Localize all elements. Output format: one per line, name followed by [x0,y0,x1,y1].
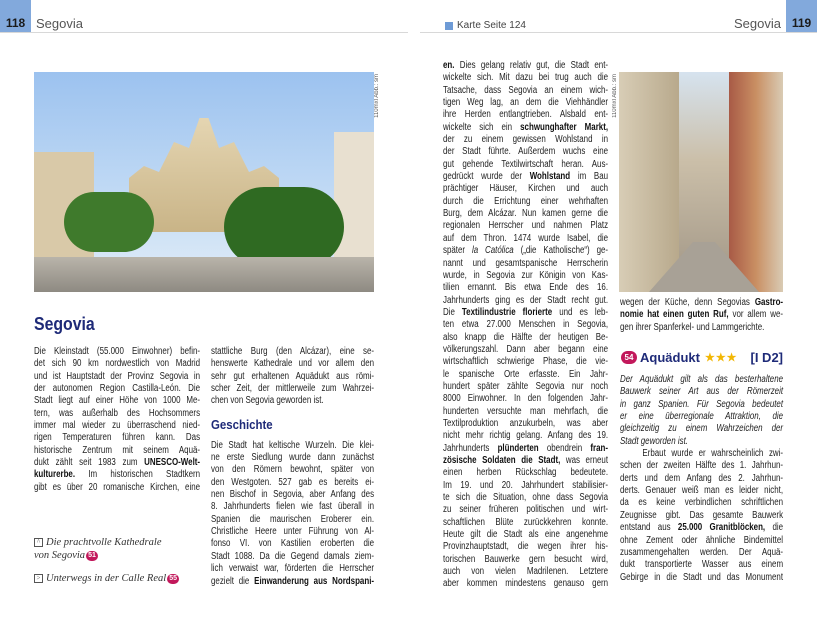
text-line [443,455,608,467]
text-line [620,510,783,522]
text-line [443,418,608,430]
text-segment: torischen Bauwerke gern besucht wird, [443,553,609,565]
text-line [443,492,608,504]
page-number-right: 119 [786,0,817,32]
text-segment: was erneut [560,455,609,466]
text-segment: tigen Weg lag, an dem die Viehhändler [443,97,609,109]
text-segment: ohne Zement oder ähnliche Bindemittel [620,534,784,546]
text-line [443,134,608,146]
text-line [211,346,374,358]
text-segment: ihre Herden entlangtrieben. Alsbald ent- [443,109,609,121]
text-segment: entstand aus [620,522,678,534]
text-line [443,566,608,578]
text-line [443,504,608,516]
text-segment: schen der zweiten Hälfte des 1. Jahrhun- [620,460,784,472]
text-line [443,529,608,541]
text-line [443,282,608,294]
text-line [211,551,374,563]
text-line [211,501,374,513]
text-line [620,309,783,321]
text-segment: obendrein [538,442,591,454]
poi-intro [620,374,783,448]
text-segment: Jahrhunderts [443,442,498,454]
photo-credit: 110mxl Abb.: sm [374,74,380,118]
caption-text: von Segovia [34,550,86,561]
text-segment: ten etwa 27.000 Menschen in Segovia, [443,319,609,331]
cathedral-photo [34,72,374,292]
text-segment: zusammengehalten werden. Der Aquä- [620,546,784,558]
text-line [211,514,374,526]
paragraph [211,440,374,588]
text-line [443,430,608,442]
text-segment: auf dem Thron. 1474 wurde Isabel, die [443,232,609,244]
text-line [211,563,374,575]
text-segment: zu seiner früheren politischen und wirt- [443,504,609,516]
text-segment: gezielt die [211,575,255,587]
italic-text: la Católica [471,245,514,257]
text-line [620,374,783,386]
text-segment: tern, was außerhalb des Hochsommers [34,407,201,419]
text-segment: und ist Hauptstadt der Provinz Segovia in [34,370,201,382]
text-line [620,322,783,334]
text-segment: durch die Errichtung einer wehrhaften [443,195,609,207]
text-line [211,440,374,452]
bold-text: schwunghafter Markt, [520,121,609,133]
text-segment: Zeugnisse gibt. Das gesamte Bauwerk [620,509,784,521]
text-line [443,146,608,158]
text-segment: hundert später zählte Segovia nur noch [443,380,609,392]
text-line [34,469,200,481]
bold-text: Textilindustrie florierte [461,306,553,318]
bold-text: UNESCO-Welt- [144,457,201,469]
text-line [620,473,783,485]
running-title-right: Segovia [734,16,781,31]
text-segment: lich verwaist war, förderten die Herrscher [211,563,375,575]
text-segment: Im 19. und 20. Jahrhundert stabilisier- [443,479,609,491]
paragraph [34,346,200,494]
poi-badge[interactable]: 51 [86,551,98,561]
text-line [620,436,783,448]
paragraph [211,346,374,408]
text-segment: der autonomen Region Castilla-León. Die [34,383,201,395]
text-segment: Stadt 1088. Da die Gegend damals ziem- [211,550,375,562]
text-line [443,171,608,183]
paragraph [620,448,783,584]
text-line [443,319,608,331]
text-line [443,196,608,208]
text-line [211,489,374,501]
text-segment: im Bau [570,171,609,183]
text-segment: nannt und gesamtspanische Herrscherin [443,257,609,269]
text-segment: nen Bischof in Segovia, aber Anfang des [211,489,375,501]
text-line [443,109,608,121]
poi-badge[interactable]: 55 [167,574,179,584]
text-line [443,369,608,381]
text-segment: Stadt liegt auf einer Höhe von 1000 Me- [34,395,201,407]
text-segment: gibt es über 20 romanische Kirchen, eine [34,481,201,493]
text-segment: fonso VI. von Kastilien eroberten die [211,538,375,550]
text-line [620,399,783,411]
text-segment: regionalen Herrscher und nahmen Platz [443,220,609,232]
text-line [620,535,783,547]
text-line [620,497,783,509]
text-line [34,358,200,370]
text-line [211,538,374,550]
bold-text: Gastro- [754,297,784,308]
bold-text: kulturerbe. [34,469,76,481]
map-reference[interactable] [445,20,526,31]
text-segment: auch von vielen Madrilenen. Letztere [443,566,609,578]
text-line [620,423,783,435]
text-segment: le spanische Orte erfasste. Ein Jahr- [443,368,609,380]
text-segment: henswerte Kathedrale und vor allem den [211,358,375,370]
text-line [443,72,608,84]
text-line [443,85,608,97]
text-segment: Erbaut wurde er wahrscheinlich zwi- [620,448,784,460]
text-line [443,208,608,220]
header-divider [420,32,817,33]
map-grid-reference[interactable]: [I D2] [750,349,783,365]
text-line [443,122,608,134]
text-segment: schaftlichen Blüte zurückkehren konnte. [443,516,609,528]
text-line [620,522,783,534]
text-segment: te sich die Situation, ohne dass Segovia [443,492,609,504]
text-segment: einen herben Rückschlag bedeutete. [443,467,609,479]
text-segment: also knapp die Hälfte der heutigen Be- [443,331,609,343]
text-segment: Provinzhauptstadt, die wegen ihrer his- [443,541,609,553]
text-segment: und es leb- [552,306,609,318]
text-segment: von den Römern bewohnt, später von [211,464,375,476]
bold-text: fran- [590,442,609,454]
text-segment: det sich 90 km nordwestlich von Madrid [34,358,201,370]
text-line [34,432,200,444]
text-line [443,159,608,171]
text-line [443,220,608,232]
text-segment: stattliche Burg (den Alcázar), eine se- [211,346,375,357]
text-line [620,386,783,398]
text-line [443,443,608,455]
text-line [443,480,608,492]
text-line [443,332,608,344]
text-line [34,457,200,469]
text-line [620,572,783,584]
text-segment: Im historischen Stadtkern [75,469,201,481]
left-column-1 [34,346,200,494]
bold-text: Wohlstand [529,171,571,183]
photo-credit: 110mxl Abb.: sm [612,74,618,118]
text-segment: Gebirge in die Stadt und das Monument [620,571,784,583]
header-divider [0,32,408,33]
text-segment: später [443,245,472,257]
text-segment: wirtschaftlich schwierige Phase, die vie- [443,356,609,368]
text-line [211,576,374,588]
text-line [443,381,608,393]
text-segment: vor allem we- [728,309,784,321]
text-line [34,445,200,457]
text-segment: ne erste Siedlung wurde dann zunächst [211,452,375,464]
photo-caption-cathedral [34,536,161,562]
text-segment: der zu einem gewissen Wohlstand in [443,134,609,146]
text-line [443,60,608,72]
section-heading-geschichte: Geschichte [211,416,273,432]
text-segment: chen von Segovia geworden ist. [211,395,324,407]
text-line [34,371,200,383]
text-segment: wegen der Küche, denn Segovias [620,297,755,308]
text-segment: Bauwerk seiner Art aus der Römerzeit [620,386,784,398]
text-line [443,393,608,405]
text-segment: immer mal wieder zu überraschend nied- [34,420,201,432]
bold-text: nomie hat einen guten Ruf, [620,309,729,321]
text-segment: die [765,522,784,534]
text-segment: den Westgoten. 527 gab es bereits ei- [211,476,375,488]
text-line [34,395,200,407]
text-line [620,559,783,571]
text-segment: dukt zählt seit 1983 zum [34,457,145,469]
text-line [34,383,200,395]
text-line [620,297,783,309]
map-reference-label: Karte Seite 124 [457,20,526,31]
text-line [211,395,374,407]
text-segment: prächtiger Häuser, Kirchen und auch [443,183,609,195]
text-line [620,411,783,423]
page-number-left: 118 [0,0,31,32]
text-segment: der Stadt führte. Außerdem wuchs eine [443,146,609,158]
text-segment: aber kommen mindestens genauso gern [443,578,609,590]
paragraph [620,297,783,334]
bold-text: en. [443,60,455,71]
text-line [443,578,608,590]
text-segment: Der Aquädukt gilt als das besterhaltene [620,374,784,386]
text-line [34,420,200,432]
text-line [34,346,200,358]
caption-text: Unterwegs in der Calle Real [46,573,167,584]
arrow-up-box-icon: ^ [34,538,43,547]
text-segment: 8000 Einwohner. In den folgenden Jahr- [443,393,609,405]
right-column-1 [443,60,608,591]
text-line [443,517,608,529]
text-line [443,541,608,553]
text-line [443,554,608,566]
running-title-left: Segovia [36,16,83,31]
text-segment: Jahrhunderts ging es der Stadt recht gut. [443,294,609,306]
bold-text: Einwanderung aus Nordspani- [254,575,375,587]
text-segment: scher Zeit, der mittlerweile zum Wahrzei- [211,383,375,395]
text-line [211,371,374,383]
text-segment: derts und dem Anfang des 2. Jahrhun- [620,472,784,484]
text-segment: 8. Jahrhunderts fielen wie fast überall in [211,501,375,513]
text-segment: sehr gut erhaltenen Aquädukt aus römi- [211,370,375,382]
text-line [620,460,783,472]
text-segment: wurde, in Segovia zur Königin von Kas- [443,269,609,281]
text-segment: nicht mehr richtig gelang. Anfang des 19. [443,430,609,442]
paragraph [443,60,608,591]
text-segment: hunderten versuchte man mehrfach, die [443,405,609,417]
text-line [443,406,608,418]
text-line [443,295,608,307]
text-segment: derts. Genauer weiß man es leider nicht, [620,485,784,497]
text-line [34,482,200,494]
bold-text: 25.000 Granitblöcken, [677,522,766,534]
text-segment: rigen Temperaturen führen kann. Das [34,432,201,444]
text-segment: wickelte sich ein [443,121,521,133]
bold-text: zösische Soldaten die Stadt, [443,455,561,466]
text-segment: Christliche Heere unter Führung von Al- [211,526,375,538]
poi-name: Aquädukt [640,349,700,365]
star-rating-icon: ★★★ [704,351,738,364]
text-segment: Stadt geworden ist. [620,435,689,447]
text-line [620,547,783,559]
text-line [211,464,374,476]
text-segment: völkerungszahl. Dann aber begann eine [443,343,609,355]
text-line [443,467,608,479]
text-line [443,356,608,368]
text-segment: Textilproduktion anzukurbeln, was aber [443,417,609,429]
text-line [211,526,374,538]
poi-heading-aquaedukt [620,346,783,368]
right-column-2 [620,297,783,584]
left-column-2 [211,346,374,588]
calle-real-photo [619,72,783,292]
text-line [443,344,608,356]
text-segment: Burg, dem Alcázar. Nun kamen gerne die [443,208,609,220]
text-segment: gen ihrer Spanferkel- und Lammgerichte. [620,321,765,333]
text-line [443,183,608,195]
text-line [443,270,608,282]
text-segment: er eine überregionale Attraktion, die [620,411,784,423]
text-segment: Die Stadt hat keltische Wurzeln. Die klei- [211,439,375,451]
text-line [443,245,608,257]
poi-badge[interactable]: 54 [621,351,637,364]
text-segment: historische Zentrum mit seinem Aquä- [34,444,201,456]
text-line [620,485,783,497]
text-segment: Die [443,306,462,318]
text-segment: gleichzeitig zu einem Wahrzeichen der [620,423,784,435]
bold-text: plünderten [497,442,539,454]
text-line [34,408,200,420]
text-segment: Die Kleinstadt (55.000 Einwohner) befin- [34,346,201,357]
text-segment: wickelte sich. Mit dazu bei trug auch die [443,72,609,84]
text-segment: Tatsache, dass Segovia an einem wich- [443,84,609,96]
text-line [443,258,608,270]
map-square-icon [445,22,453,30]
text-segment: in ganz Spanien. Für Segovia bedeutet [620,398,784,410]
caption-text: Die prachtvolle Kathedrale [46,537,162,548]
text-segment: da es keine verbindlichen schriftlichen [620,497,784,509]
text-line [443,97,608,109]
text-segment: Dies gelang relativ gut, die Stadt ent- [454,60,609,71]
text-line [211,452,374,464]
text-segment: tilien ernannt. Bis etwa Ende des 16. [443,282,609,294]
text-segment: Heute gilt die Stadt als eine angenehme [443,529,609,541]
text-segment: („die Katholische“) ge- [513,245,609,257]
text-line [443,307,608,319]
text-line [211,477,374,489]
text-segment: gut gehende Textilwirtschaft heran. Aus- [443,158,609,170]
text-segment: Spanien die maurischen Eroberer ein. [211,513,375,525]
text-line [620,448,783,460]
text-line [443,233,608,245]
arrow-right-box-icon: > [34,574,43,583]
text-segment: dukt transportierte Wasser aus einem [620,559,784,571]
text-segment: gedrückt wurde der [443,171,530,183]
text-line [211,358,374,370]
text-line [211,383,374,395]
page-title: Segovia [34,314,95,334]
photo-caption-calle-real [34,572,179,585]
